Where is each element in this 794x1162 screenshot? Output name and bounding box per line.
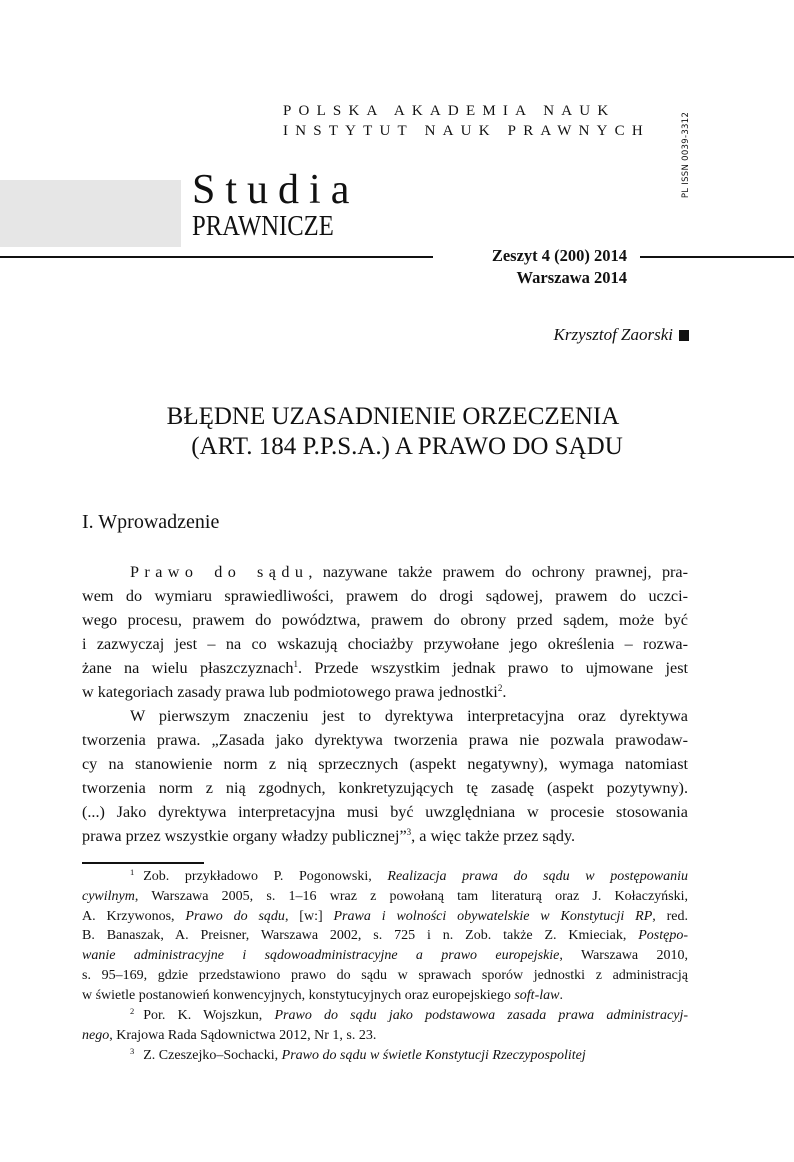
footnote-text: A. Krzywonos,: [82, 909, 186, 924]
footnote-1-line: [82, 946, 688, 966]
institution-name-line1: POLSKA AKADEMIA NAUK: [283, 103, 616, 119]
footnote-citation-title: Prawo do sądu jako podstawowa zasada prawa administracyj-: [274, 1008, 688, 1023]
footnote-text: B. Banaszak, A. Preisner, Warszawa 2002, s. 725 i n. Zob. także Z. Kmieciak,: [82, 928, 639, 943]
paragraph-2-line: tworzenia prawa. „Zasada jako dyrektywa tworzenia prawa nie pozwala prawodaw-: [82, 731, 688, 749]
footnote-text: Zob. przykładowo P. Pogonowski,: [143, 869, 388, 884]
article-title-line1: BŁĘDNE UZASADNIENIE ORZECZENIA: [166, 403, 620, 430]
footnote-1-line: [82, 966, 688, 986]
paragraph-2-line: tworzenia norm z nią zgodnych, konkretyzujących tę zasadę (aspekt pozytywny).: [82, 779, 688, 797]
footnote-text: s. 95–169, gdzie przedstawiono prawo do sądu w sprawach sporów jednostki z administracją: [82, 968, 688, 983]
footnote-citation-title: nego: [82, 1028, 110, 1043]
footnote-number: 3: [130, 1046, 135, 1056]
paragraph-2-line: W pierwszym znaczeniu jest to dyrektywa interpretacyjna oraz dyrektywa: [130, 707, 688, 725]
footnote-text: .: [559, 988, 563, 1003]
footnote-text: , Warszawa 2010,: [559, 948, 688, 963]
footnote-citation-title: Prawo do sądu w świetle Konstytucji Rzeczypospolitej: [281, 1048, 586, 1063]
footnote-ref-2[interactable]: 2: [497, 683, 503, 693]
footnote-text: , Warszawa 2005, s. 1–16 wraz z powołaną tam literaturą oraz J. Kołaczyński,: [134, 889, 688, 904]
footnote-3-line: [130, 1046, 688, 1066]
institution-name-line2: INSTYTUT NAUK PRAWNYCH: [283, 123, 650, 139]
paragraph-2-line: prawa przez wszystkie organy władzy publicznej”$^3$, a więc także przez sądy.: [82, 827, 576, 845]
section-heading: I. Wprowadzenie: [82, 511, 220, 533]
footnote-text: , red.: [652, 909, 688, 924]
emphasized-term: Prawo do sądu: [130, 563, 309, 581]
journal-title-prawnicze: PRAWNICZE: [192, 211, 334, 242]
header-rule-left: [0, 256, 433, 258]
footnote-text: Por. K. Wojszkun,: [143, 1008, 275, 1023]
footnote-separator: [82, 862, 204, 864]
journal-title-studia: Studia: [192, 167, 360, 213]
footnote-citation-title: Postępo-: [638, 928, 688, 943]
footnote-text: w świetle postanowień konwencyjnych, konstytucyjnych oraz europejskiego: [82, 988, 515, 1003]
footnote-citation-title: wanie administracyjne i sądowoadministracyjne a prawo europejskie: [82, 948, 560, 963]
footnote-ref-3[interactable]: 3: [406, 827, 412, 837]
article-title-line2: (ART. 184 P.P.S.A.) A PRAWO DO SĄDU: [191, 433, 623, 460]
footnote-number: 1: [130, 867, 135, 877]
place-year: Warszawa 2014: [516, 268, 627, 287]
footnote-1-line: [82, 887, 688, 907]
paragraph-2-line: (...) Jako dyrektywa interpretacyjna musi być uwzględniana w procesie stosowania: [82, 803, 688, 821]
issue-number: Zeszyt 4 (200) 2014: [491, 246, 627, 265]
footnote-citation-title: cywilnym: [82, 889, 135, 904]
footnote-1-line: [82, 986, 688, 1006]
footnote-2-line: [82, 1026, 688, 1046]
issn-label: [672, 100, 700, 210]
footnote-citation-title: Realizacja prawa do sądu w postępowaniu: [387, 869, 688, 884]
author-square-marker: [679, 330, 689, 341]
footnote-text: , [w:]: [284, 909, 334, 924]
paragraph-1-line: Prawo do sądu, nazywane także prawem do ochrony prawnej, pra-: [130, 563, 688, 581]
paragraph-1-line: i zazwyczaj jest – na co wskazują chociażby przywołane jego określenia – rozwa-: [82, 635, 688, 653]
footnote-ref-1[interactable]: 1: [293, 659, 298, 669]
issn-text: PL ISSN 0039-3312: [681, 111, 691, 199]
author-name: Krzysztof Zaorski: [553, 325, 673, 344]
paragraph-1-line: w kategoriach zasady prawa lub podmiotowego prawa jednostki$^2$.: [82, 683, 507, 701]
article-title: [0, 402, 794, 462]
author: [554, 325, 690, 345]
footnote-1-line: [82, 926, 688, 946]
footnote-citation-title: soft-law: [514, 988, 560, 1003]
footnote-2-line: [130, 1006, 688, 1026]
paragraph-1-line: wego procesu, prawem do powództwa, prawem do obrony przed sądem, może być: [82, 611, 688, 629]
paragraph-1-line: wem do wymiaru sprawiedliwości, prawem do drogi sądowej, prawem do uczci-: [82, 587, 688, 605]
paragraph-1-line: żane na wielu płaszczyznach$^1$. Przede wszystkim jednak prawo to ujmowane jest: [82, 659, 688, 677]
footnote-citation-title: Prawa i wolności obywatelskie w Konstytucji RP: [333, 909, 653, 924]
footnote-number: 2: [130, 1006, 135, 1016]
footnote-text: Z. Czeszejko–Sochacki,: [143, 1048, 282, 1063]
footnote-citation-title: Prawo do sądu: [185, 909, 285, 924]
header-rule-right: [640, 256, 794, 258]
footnote-1-line: [130, 867, 688, 887]
footnote-text: , Krajowa Rada Sądownictwa 2012, Nr 1, s. 23.: [109, 1028, 377, 1043]
journal-logo-grey-block: [0, 180, 181, 247]
paragraph-2-line: cy na stanowienie norm z nią sprzecznych (aspekt negatywny), wymaga natomiast: [82, 755, 688, 773]
footnote-1-line: [82, 907, 688, 927]
